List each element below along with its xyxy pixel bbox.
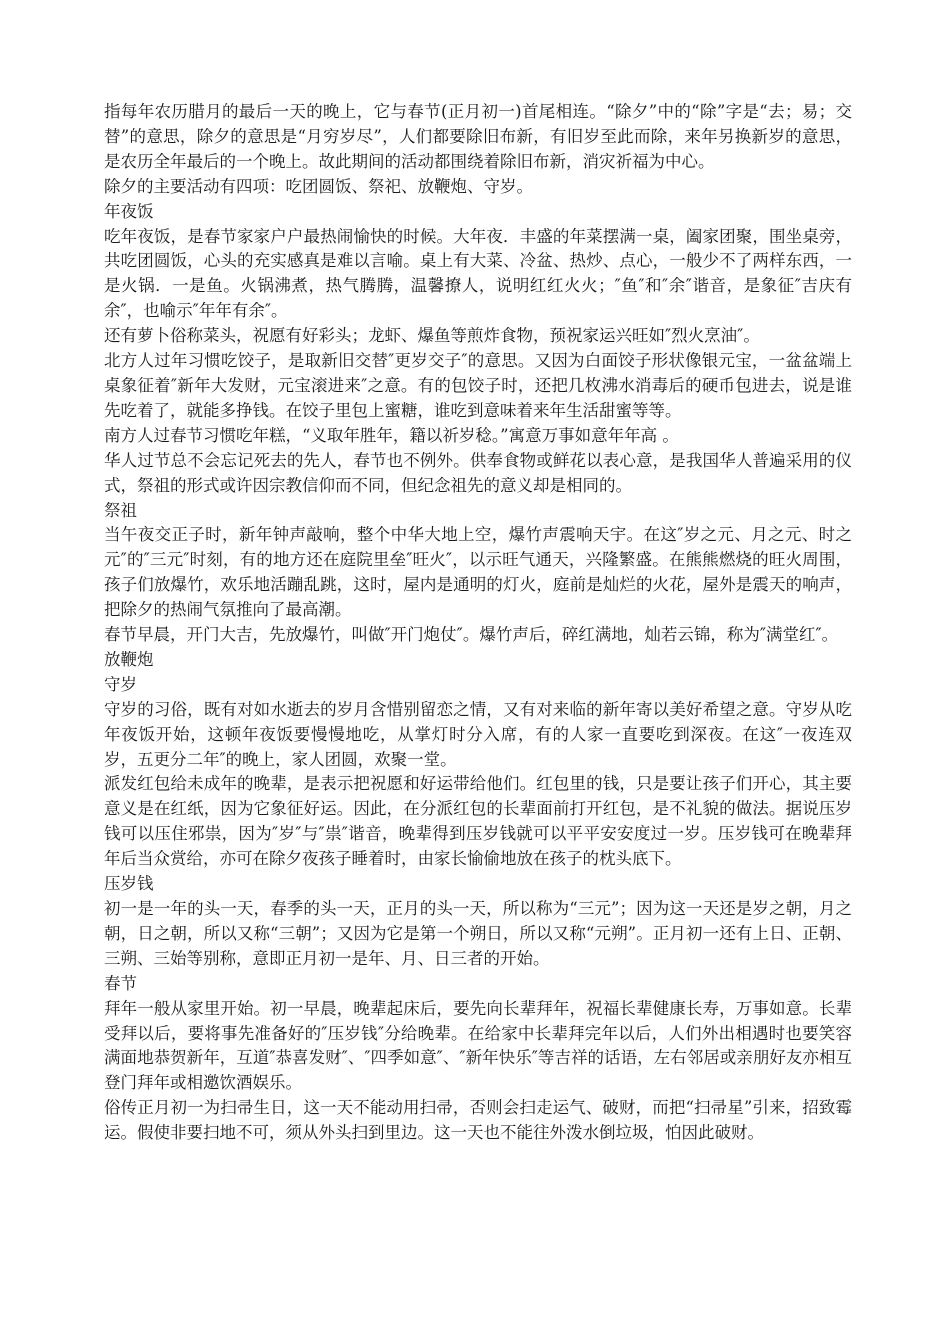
nianyefan-paragraph: 吃年夜饭，是春节家家户户最热闹愉快的时候。大年夜．丰盛的年菜摆满一桌，阖家团聚，围坐桌旁，共吃团圆饭，心头的充实感真是难以言喻。桌上有大菜、冷盆、热炒、点心，一般少不了两样东西，一是火锅．一是鱼。火锅沸煮，热气腾腾，温馨撩人，说明红红火火；″鱼″和″余″谐音，是象征″吉庆有余″，也喻示″年年有余″。 xyxy=(104,226,852,321)
section-heading-yasuiqian: 压岁钱 xyxy=(104,874,154,894)
midnight-paragraph: 当午夜交正子时，新年钟声敲响，整个中华大地上空，爆竹声震响天宇。在这″岁之元、月之元、时之元″的″三元″时刻，有的地方还在庭院里垒″旺火″，以示旺气通天，兴隆繁盛。在熊熊燃烧的旺火周围，孩子们放爆竹，欢乐地活蹦乱跳，这时，屋内是通明的灯火，庭前是灿烂的火花，屋外是震天的响声，把除夕的热闹气氛推向了最高潮。 xyxy=(104,525,852,620)
section-heading-nianyefan: 年夜饭 xyxy=(104,201,154,221)
dumplings-paragraph: 北方人过年习惯吃饺子，是取新旧交替″更岁交子″的意思。又因为白面饺子形状像银元宝，一盆盆端上桌象征着″新年大发财，元宝滚进来″之意。有的包饺子时，还把几枚沸水消毒后的硬币包进去，说是谁先吃着了，就能多挣钱。在饺子里包上蜜糖，谁吃到意味着来年生活甜蜜等等。 xyxy=(104,351,852,420)
intro-paragraph: 指每年农历腊月的最后一天的晚上，它与春节(正月初一)首尾相连。“除夕”中的“除”字是“去；易；交替”的意思，除夕的意思是“月穷岁尽”，人们都要除旧布新，有旧岁至此而除，来年另换新岁的意思，是农历全年最后的一个晚上。故此期间的活动都围绕着除旧布新，消灾祈福为中心。 xyxy=(104,102,852,171)
ancestors-paragraph: 华人过节总不会忘记死去的先人，春节也不例外。供奉食物或鲜花以表心意，是我国华人普遍采用的仪式，祭祖的形式或许因宗教信仰而不同，但纪念祖先的意义却是相同的。 xyxy=(104,450,852,495)
radish-paragraph: 还有萝卜俗称菜头，祝愿有好彩头；龙虾、爆鱼等煎炸食物，预祝家运兴旺如″烈火烹油″。 xyxy=(104,326,760,346)
section-heading-fireworks: 放鞭炮 xyxy=(104,649,154,669)
activities-paragraph: 除夕的主要活动有四项：吃团圆饭、祭祀、放鞭炮、守岁。 xyxy=(104,176,533,196)
bainian-paragraph: 拜年一般从家里开始。初一早晨，晚辈起床后，要先向长辈拜年，祝福长辈健康长寿，万事如意。长辈受拜以后，要将事先准备好的″压岁钱″分给晚辈。在给家中长辈拜完年以后，人们外出相遇时也要笑容满面地恭贺新年，互道″恭喜发财″、″四季如意″、″新年快乐″等吉祥的话语，左右邻居或亲朋好友亦相互登门拜年或相邀饮酒娱乐。 xyxy=(104,998,852,1093)
section-heading-jizu: 祭祖 xyxy=(104,500,137,520)
section-heading-shousui: 守岁 xyxy=(104,674,137,694)
niangao-paragraph: 南方人过春节习惯吃年糕，“义取年胜年，籍以祈岁稔。”寓意万事如意年年高 。 xyxy=(104,425,679,445)
section-heading-chunjie: 春节 xyxy=(104,973,137,993)
hongbao-paragraph: 派发红包给未成年的晚辈，是表示把祝愿和好运带给他们。红包里的钱，只是要让孩子们开心，其主要意义是在红纸，因为它象征好运。因此，在分派红包的长辈面前打开红包，是不礼貌的做法。据说压岁钱可以压住邪祟，因为″岁″与″祟″谐音，晚辈得到压岁钱就可以平平安安度过一岁。压岁钱可在晚辈拜年后当众赏给，亦可在除夕夜孩子睡着时，由家长愉偷地放在孩子的枕头底下。 xyxy=(104,774,852,869)
chuyi-paragraph: 初一是一年的头一天，春季的头一天，正月的头一天，所以称为“三元”；因为这一天还是岁之朝，月之朝，日之朝，所以又称“三朝”；又因为它是第一个朔日，所以又称“元朔”。正月初一还有上日、正朝、三朔、三始等别称，意即正月初一是年、月、日三者的开始。 xyxy=(104,899,852,968)
morning-paragraph: 春节早晨，开门大吉，先放爆竹，叫做″开门炮仗″。爆竹声后，碎红满地，灿若云锦，称为″满堂红″。 xyxy=(104,625,839,645)
document-page xyxy=(104,100,852,1146)
shousui-paragraph: 守岁的习俗，既有对如水逝去的岁月含惜别留恋之情，又有对来临的新年寄以美好希望之意。守岁从吃年夜饭开始，这顿年夜饭要慢慢地吃，从掌灯时分入席，有的人家一直要吃到深夜。在这″一夜连双岁，五更分二年″的晚上，家人团圆，欢聚一堂。 xyxy=(104,699,852,769)
broom-paragraph: 俗传正月初一为扫帚生日，这一天不能动用扫帚，否则会扫走运气、破财，而把“扫帚星”引来，招致霉运。假使非要扫地不可，须从外头扫到里边。这一天也不能往外泼水倒垃圾，怕因此破财。 xyxy=(104,1098,852,1143)
